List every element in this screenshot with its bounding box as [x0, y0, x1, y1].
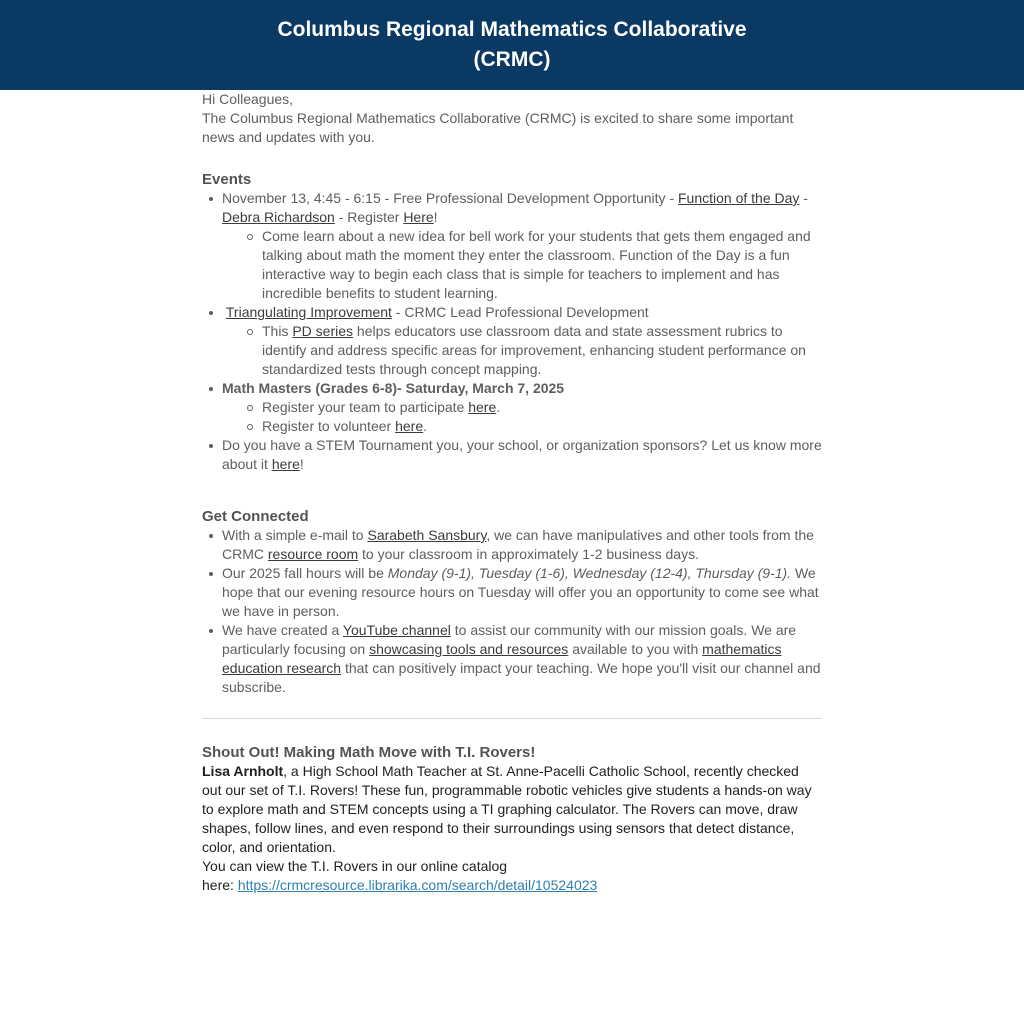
newsletter-header: [0, 0, 1024, 90]
text-segment: Monday (9-1), Tuesday (1-6), Wednesday (12-4), Thursday (9-1).: [387, 565, 792, 581]
inline-link[interactable]: Sarabeth Sansbury: [367, 527, 487, 543]
text-segment: Register your team to participate: [262, 399, 469, 415]
inline-link[interactable]: Function of the Day: [678, 190, 800, 206]
inline-link[interactable]: https://crmcresource.librarika.com/search/detail/10524023: [237, 877, 598, 893]
inline-link[interactable]: Here: [403, 209, 434, 225]
text-segment: Do you have a STEM Tournament you, your school, or organization sponsors? Let us know more about it: [222, 437, 822, 472]
inline-link[interactable]: PD series: [292, 323, 354, 339]
list-item: [202, 227, 822, 303]
inline-link[interactable]: Triangulating Improvement: [225, 304, 392, 320]
text-segment: Our 2025 fall hours will be: [222, 565, 388, 581]
text-segment: Lisa Arnholt: [202, 763, 284, 779]
shout-out-paragraph: [202, 762, 822, 857]
inline-link[interactable]: resource room: [267, 546, 359, 562]
list-item: [202, 621, 822, 697]
newsletter-body: [202, 90, 822, 895]
list-item: [202, 526, 822, 564]
list-item: [202, 189, 822, 227]
text-segment: that can positively impact your teaching. We hope you'll visit our channel and subscribe.: [222, 660, 821, 695]
text-segment: - CRMC Lead Professional Development: [391, 304, 649, 320]
inline-link[interactable]: mathematics education research: [222, 641, 782, 676]
inline-link[interactable]: showcasing tools and resources: [369, 641, 569, 657]
list-item: [202, 303, 822, 322]
newsletter-title: [277, 15, 746, 75]
text-segment: Come learn about a new idea for bell work for your students that gets them engaged and talking about math the moment they enter the classroom. Function of the Day is a fun interactive way to begin each class that is simple for teachers to implement and has incredible benefits to student learning.: [262, 228, 811, 301]
text-segment: to assist our community with our mission goals. We are particularly focusing on: [222, 622, 797, 657]
newsletter-title-line2: (CRMC): [473, 48, 551, 71]
inline-link[interactable]: here: [395, 418, 424, 434]
text-segment: here:: [202, 877, 238, 893]
get-connected-heading: Get Connected: [202, 508, 309, 525]
catalog-paragraph: [202, 857, 822, 895]
text-segment: Math Masters (Grades 6-8)- Saturday, March 7, 2025: [222, 380, 565, 396]
text-segment: Register to volunteer: [262, 418, 396, 434]
text-segment: !: [299, 456, 304, 472]
inline-link[interactable]: here: [468, 399, 497, 415]
events-list: [202, 189, 822, 474]
get-connected-list: [202, 526, 822, 697]
text-segment: - Register: [334, 209, 404, 225]
text-segment: , we can have manipulatives and other tools from the CRMC: [222, 527, 814, 562]
text-segment: You can view the T.I. Rovers in our online catalog: [202, 858, 508, 874]
text-segment: This: [262, 323, 293, 339]
list-item: [202, 564, 822, 621]
text-segment: .: [423, 418, 427, 434]
text-segment: November 13, 4:45 - 6:15 - Free Professional Development Opportunity -: [222, 190, 678, 206]
text-segment: We hope that our evening resource hours on Tuesday will offer you an opportunity to come see what we have in person.: [222, 565, 819, 619]
list-item: [202, 417, 822, 436]
list-item: [202, 322, 822, 379]
text-segment: We have created a: [222, 622, 343, 638]
text-segment: available to you with: [568, 641, 703, 657]
inline-link[interactable]: Debra Richardson: [222, 209, 335, 225]
inline-link[interactable]: here: [271, 456, 300, 472]
text-segment: -: [799, 190, 808, 206]
section-divider: [202, 718, 822, 719]
inline-link[interactable]: YouTube channel: [342, 622, 451, 638]
events-heading: Events: [202, 171, 252, 188]
text-segment: .: [496, 399, 501, 415]
greeting: Hi Colleagues,: [202, 91, 294, 107]
text-segment: !: [433, 209, 438, 225]
text-segment: , a High School Math Teacher at St. Anne-Pacelli Catholic School, recently checked out our set of T.I. Rovers! These fun, programmable robotic vehicles give students a hands-on way to explore math and STEM concepts using a TI graphing calculator. The Rovers can move, draw shapes, follow lines, and even respond to their surroundings using sensors that detect distance, color, and orientation.: [202, 763, 812, 855]
shout-out-heading: Shout Out! Making Math Move with T.I. Rovers!: [202, 744, 536, 761]
newsletter-title-line1: Columbus Regional Mathematics Collaborative: [277, 18, 747, 41]
text-segment: With a simple e-mail to: [222, 527, 368, 543]
list-item: [202, 436, 822, 474]
text-segment: to your classroom in approximately 1-2 business days.: [358, 546, 699, 562]
text-segment: helps educators use classroom data and state assessment rubrics to identify and address specific areas for improvement, enhancing student performance on standardized tests through concept mapping.: [262, 323, 806, 377]
intro-paragraph: The Columbus Regional Mathematics Collaborative (CRMC) is excited to share some important news and updates with you.: [202, 110, 794, 145]
list-item: [202, 398, 822, 417]
list-item: [202, 379, 822, 398]
